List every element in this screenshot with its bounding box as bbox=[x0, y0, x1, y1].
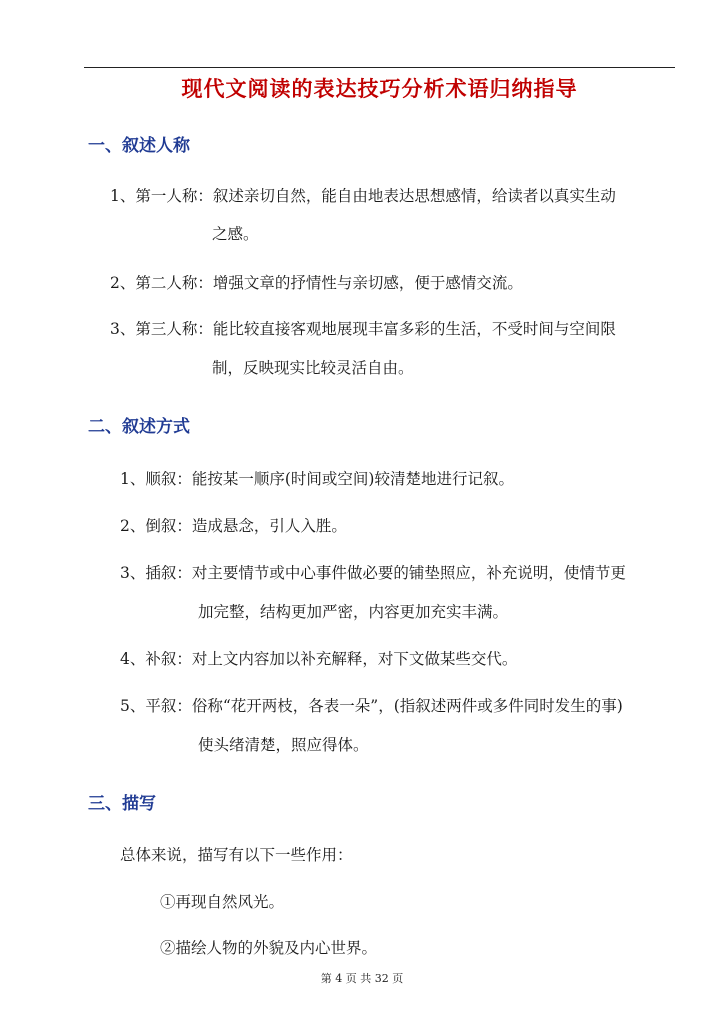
list-item: 2、第二人称：增强文章的抒情性与亲切感，便于感情交流。 bbox=[110, 274, 523, 292]
list-item: ②描绘人物的外貌及内心世界。 bbox=[160, 939, 378, 957]
list-item: 1、第一人称：叙述亲切自然，能自由地表达思想感情，给读者以真实生动 bbox=[110, 187, 616, 205]
list-item-continuation: 之感。 bbox=[212, 225, 259, 243]
header-rule bbox=[84, 67, 675, 68]
list-item-continuation: 使头绪清楚，照应得体。 bbox=[198, 736, 369, 754]
list-item: ①再现自然风光。 bbox=[160, 893, 285, 911]
section-heading-narrative-mode: 二、叙述方式 bbox=[88, 417, 190, 437]
list-item: 2、倒叙：造成悬念，引人入胜。 bbox=[120, 517, 347, 535]
list-item-continuation: 制，反映现实比较灵活自由。 bbox=[212, 359, 414, 377]
list-item: 3、第三人称：能比较直接客观地展现丰富多彩的生活，不受时间与空间限 bbox=[110, 320, 616, 338]
section-heading-description: 三、描写 bbox=[88, 794, 156, 814]
list-item: 1、顺叙：能按某一顺序(时间或空间)较清楚地进行记叙。 bbox=[120, 470, 514, 488]
list-item: 3、插叙：对主要情节或中心事件做必要的铺垫照应，补充说明，使情节更 bbox=[120, 564, 626, 582]
page-number-footer: 第 4 页 共 32 页 bbox=[320, 972, 404, 985]
list-item: 5、平叙：俗称“花开两枝，各表一朵”，(指叙述两件或多件同时发生的事) bbox=[120, 697, 623, 715]
section-intro: 总体来说，描写有以下一些作用： bbox=[120, 846, 353, 864]
list-item-continuation: 加完整，结构更加严密，内容更加充实丰满。 bbox=[198, 603, 509, 621]
page-title: 现代文阅读的表达技巧分析术语归纳指导 bbox=[181, 76, 578, 101]
section-heading-narrative-person: 一、叙述人称 bbox=[88, 136, 190, 156]
list-item: 4、补叙：对上文内容加以补充解释，对下文做某些交代。 bbox=[120, 650, 518, 668]
